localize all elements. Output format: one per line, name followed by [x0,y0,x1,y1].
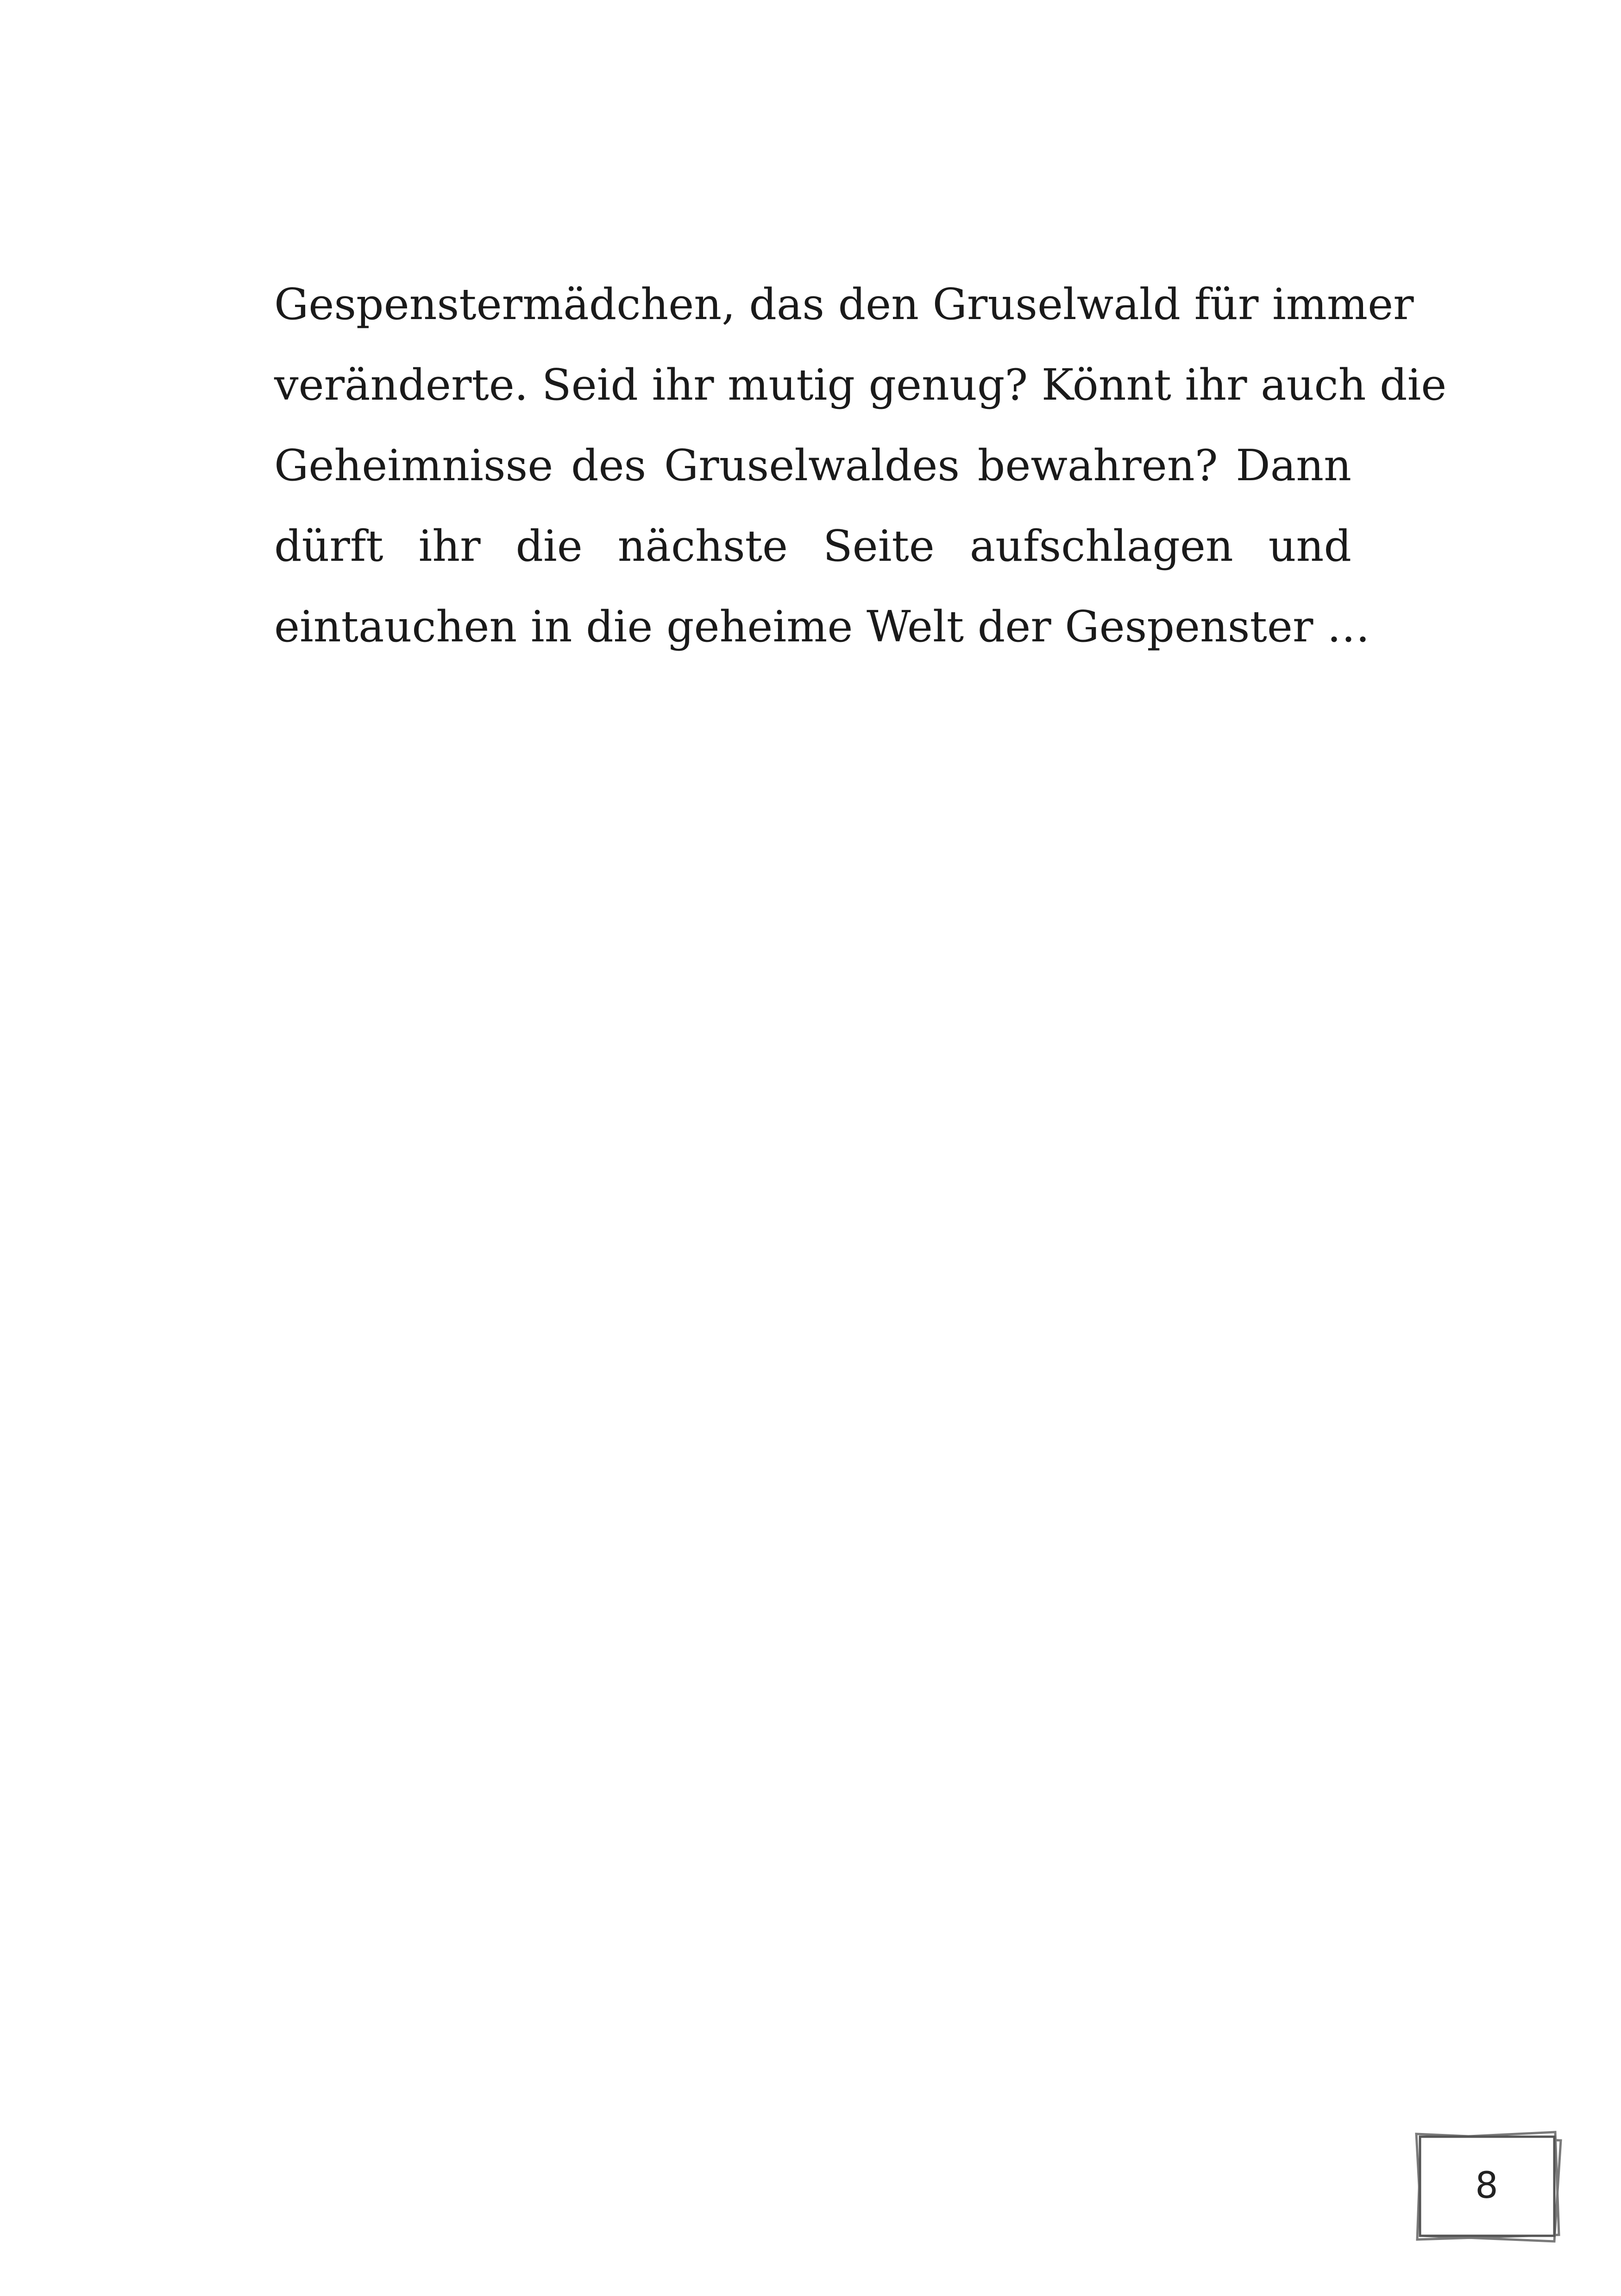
paragraph-line: eintauchen in die geheime Welt der Gespenster … [274,602,1370,652]
body-paragraph [274,264,1447,667]
paragraph-line: veränderte. Seid ihr mutig genug? Könnt ihr auch die [274,360,1447,410]
page-number-badge [1408,2126,1565,2246]
paragraph-line: Geheimnisse des Gruselwaldes bewahren? Dann [274,440,1351,490]
paragraph-line: Gespenstermädchen, das den Gruselwald für immer [274,279,1414,329]
page-number: 8 [1475,2165,1498,2207]
paragraph-line: dürft ihr die nächste Seite aufschlagen und [274,521,1351,571]
